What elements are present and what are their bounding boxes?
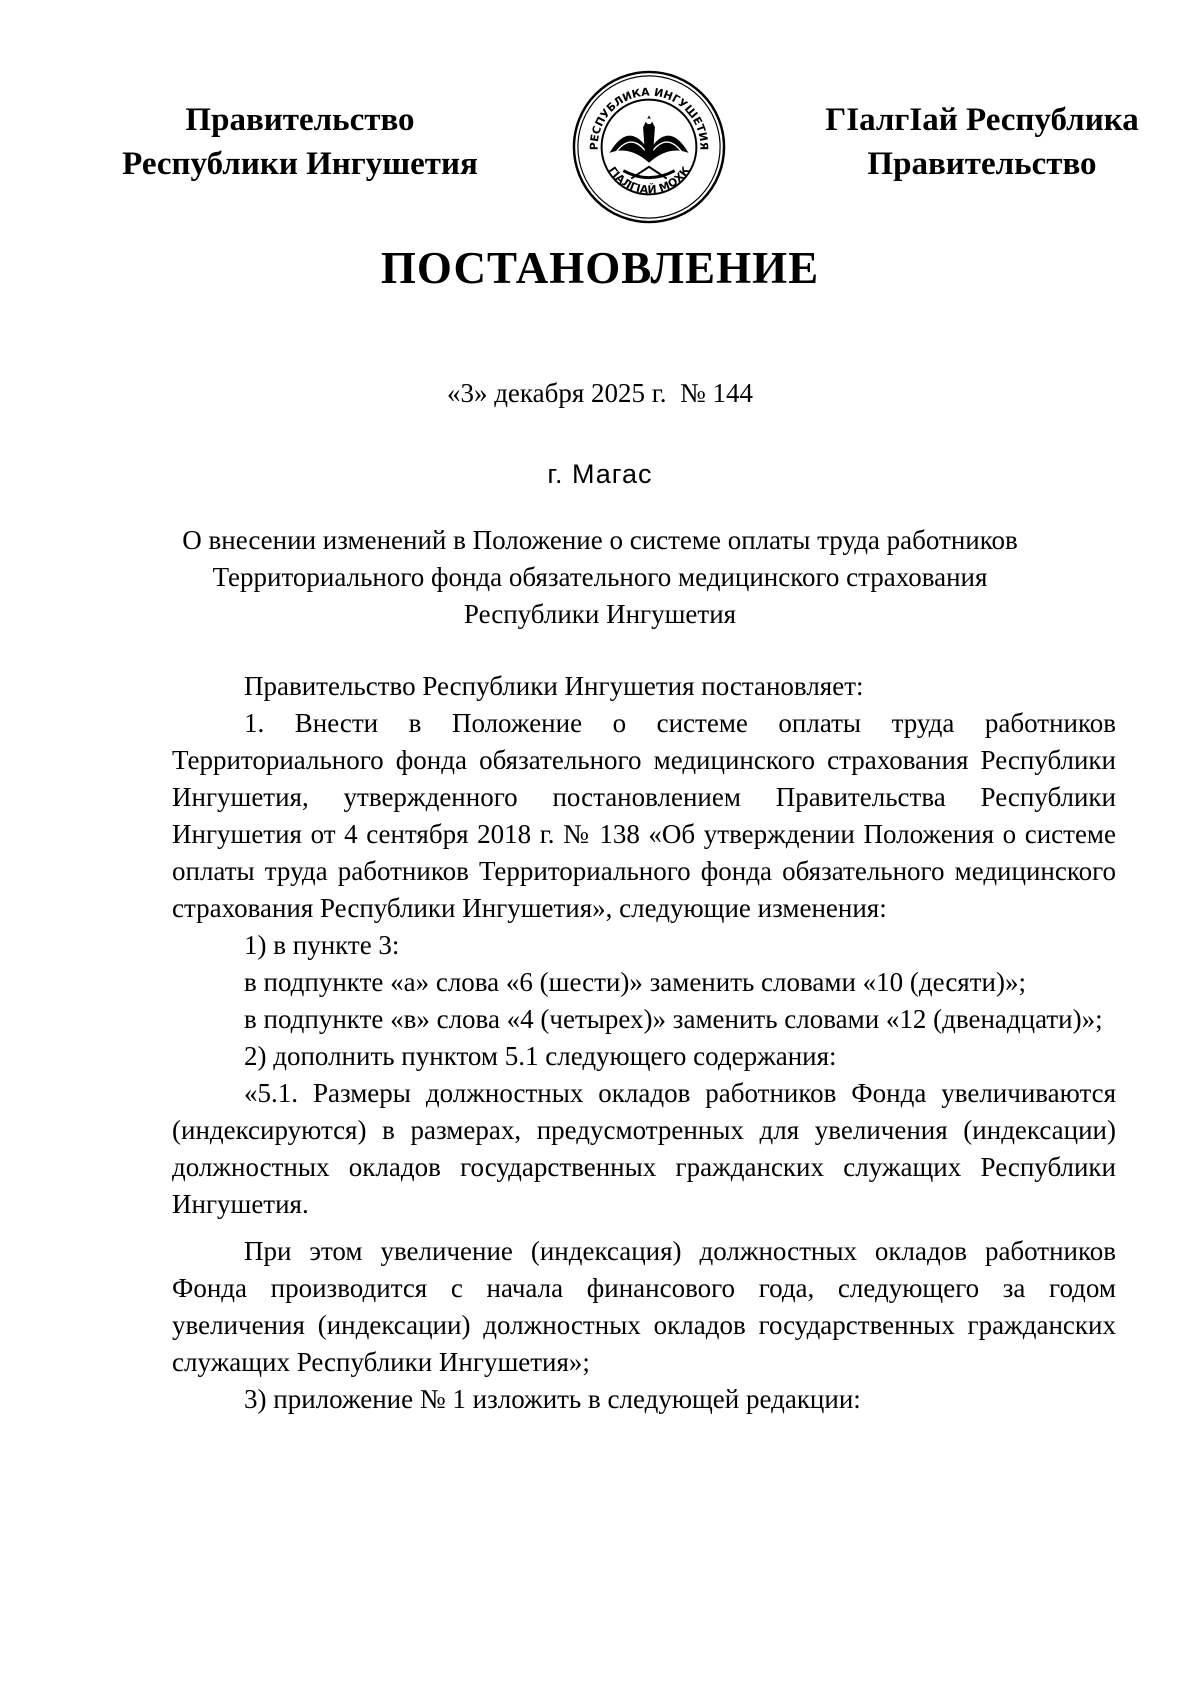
paragraph-subitem-v: в подпункте «в» слова «4 (четырех)» заменить словами «12 (двенадцати)»; <box>244 1004 1103 1034</box>
document-title: ПОСТАНОВЛЕНИЕ <box>380 243 820 293</box>
eagle-icon <box>610 115 689 178</box>
paragraph-item-1-2: 2) дополнить пунктом 5.1 следующего содержания: <box>244 1041 837 1071</box>
paragraph-item-1-1: 1) в пункте 3: <box>244 930 400 960</box>
subject-line-2: Территориального фонда обязательного медицинского страхования <box>212 562 988 592</box>
header-right <box>782 98 1182 186</box>
paragraph-item-1: 1. Внести в Положение о системе оплаты труда работников Территориального фонда обязательного медицинского страхования Республики Ингушетия, утвержденного постановлением Правительства Республики Ингушетия от 4 сентября 2018 г. № 138 «Об утверждении Положения о системе оплаты труда работников Территориального фонда обязательного медицинского страхования Республики Ингушетия», следующие изменения: <box>172 708 1116 923</box>
paragraph-item-1-3: 3) приложение № 1 изложить в следующей редакции: <box>244 1384 861 1414</box>
emblem-text-top: РЕСПУБЛИКА ИНГУШЕТИЯ <box>587 85 711 151</box>
header-left-line1: Правительство <box>185 102 415 138</box>
document-subject <box>150 522 1050 633</box>
header-left-line2: Республики Ингушетия <box>122 146 478 182</box>
coat-of-arms-emblem <box>570 68 728 226</box>
paragraph-indexation: При этом увеличение (индексация) должностных окладов работников Фонда производится с начала финансового года, следующего за годом увеличения (индексации) должностных окладов государственных гражданских служащих Республики Ингушетия»; <box>172 1236 1116 1377</box>
header-right-line1: ГІалгІай Республика <box>825 102 1139 138</box>
header-left <box>100 98 500 186</box>
document-date-number: «3» декабря 2025 г. № 144 <box>446 378 754 408</box>
document-body <box>172 668 1116 1418</box>
header-right-line2: Правительство <box>867 146 1097 182</box>
document-city: г. Магас <box>547 459 653 489</box>
paragraph-preamble: Правительство Республики Ингушетия постановляет: <box>244 671 864 701</box>
emblem-text-bottom: ГІАЛГІАЙ МОХК <box>605 164 693 197</box>
subject-line-3: Республики Ингушетия <box>463 599 737 629</box>
subject-line-1: О внесении изменений в Положение о системе оплаты труда работников <box>182 525 1018 555</box>
paragraph-subitem-a: в подпункте «а» слова «6 (шести)» заменить словами «10 (десяти)»; <box>244 967 1026 997</box>
paragraph-point-5-1: «5.1. Размеры должностных окладов работников Фонда увеличиваются (индексируются) в размерах, предусмотренных для увеличения (индексации) должностных окладов государственных гражданских служащих Республики Ингушетия. <box>172 1078 1116 1219</box>
